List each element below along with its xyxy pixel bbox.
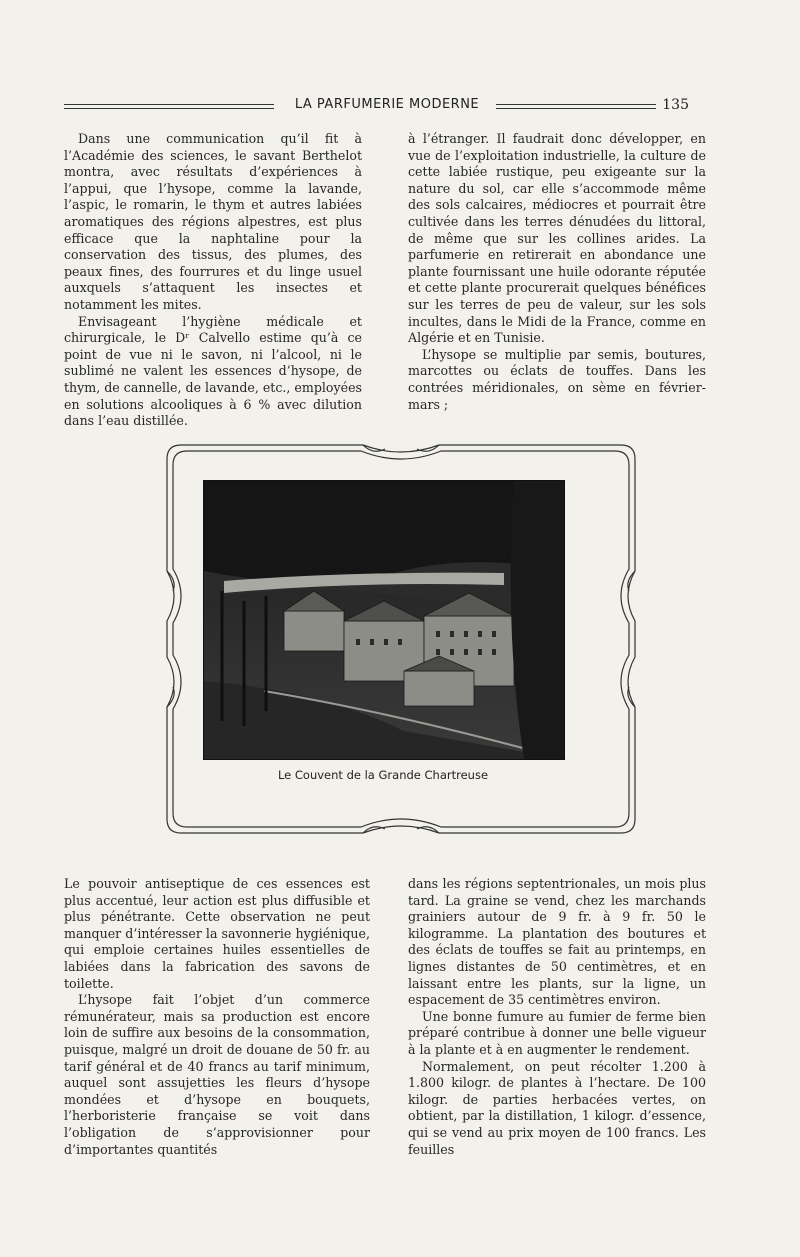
paragraph: dans les régions septentrionales, un mois plus tard. La graine se vend, chez les marchands grainiers autour de 9 fr. à 9 fr. 50 le kilogramme. La plantation des boutures et des éclats de touffes se fait au printemps, en lignes distantes de 50 centimètres, et en laissant entre les plants, sur la ligne, un espacement de 35 centimètres environ. [408,876,706,1008]
figure-caption: Le Couvent de la Grande Chartreuse [277,768,489,782]
column-top-right [408,131,706,413]
paragraph: L’hysope se multiplie par semis, boutures, marcottes ou éclats de touffes. Dans les contrées méridionales, on sème en février-mars ; [408,346,706,412]
running-header [64,97,689,119]
column-bottom-right [408,876,706,1158]
header-rule-left [64,104,274,109]
paragraph: Dans une communication qu’il fit à l’Académie des sciences, le savant Berthelot montra, avec résultats d’expériences à l’appui, que l’hysope, comme la lavande, l’aspic, le romarin, le thym et autres labiées aromatiques des régions alpestres, est plus efficace que la naphtaline pour la conservation des tissus, des plumes, des peaux fines, des fourrures et du linge usuel auxquels s’attaquent les insectes et notamment les mites. [64,131,362,312]
page-number: 135 [662,97,689,113]
journal-title: LA PARFUMERIE MODERNE [294,97,480,112]
column-top-left [64,131,362,430]
paragraph: Une bonne fumure au fumier de ferme bien préparé contribue à donner une belle vigueur à la plante et à en augmenter le rendement. [408,1008,706,1057]
column-bottom-left [64,876,370,1158]
convent-photograph [203,480,565,760]
paragraph: L’hysope fait l’objet d’un commerce rémunérateur, mais sa production est encore loin de suffire aux besoins de la consommation, puisque, malgré un droit de douane de 50 fr. au tarif général et de 40 francs au tarif minimum, auquel sont assujetties les fleurs d’hysope mondées et d’hysope en bouquets, l’herboristerie française se voit dans l’obligation de s’approvisionner pour d’importantes quantités [64,992,370,1157]
paragraph: Normalement, on peut récolter 1.200 à 1.800 kilogr. de plantes à l’hectare. De 100 kilogr. de parties herbacées vertes, on obtient, par la distillation, 1 kilogr. d’essence, qui se vend au prix moyen de 100 francs. Les feuilles [408,1058,706,1157]
paragraph: Envisageant l’hygiène médicale et chirurgicale, le Dʳ Calvello estime qu’à ce point de vue ni le savon, ni l’alcool, ni le sublimé ne valent les essences d’hysope, de thym, de cannelle, de lavande, etc., employées en solutions alcooliques à 6 % avec dilution dans l’eau distillée. [64,313,362,429]
paragraph: à l’étranger. Il faudrait donc développer, en vue de l’exploitation industrielle, la culture de cette labiée rustique, peu exigeante sur la nature du sol, car elle s’accommode même des sols calcaires, médiocres et pourrait être cultivée dans les terres dénudées du littoral, de même que sur les collines arides. La parfumerie en retirerait en abondance une plante fournissant une huile odorante réputée et cette plante procurerait quelques bénéfices sur les terres de peu de valeur, sur les sols incultes, dans le Midi de la France, comme en Algérie et en Tunisie. [408,131,706,346]
paragraph: Le pouvoir antiseptique de ces essences est plus accentué, leur action est plus diffusible et plus pénétrante. Cette observation ne peut manquer d’intéresser la savonnerie hygiénique, qui emploie certaines huiles essentielles de labiées dans la fabrication des savons de toilette. [64,876,370,991]
header-rule-right [496,104,656,109]
convent-photo-illustration [204,481,564,759]
